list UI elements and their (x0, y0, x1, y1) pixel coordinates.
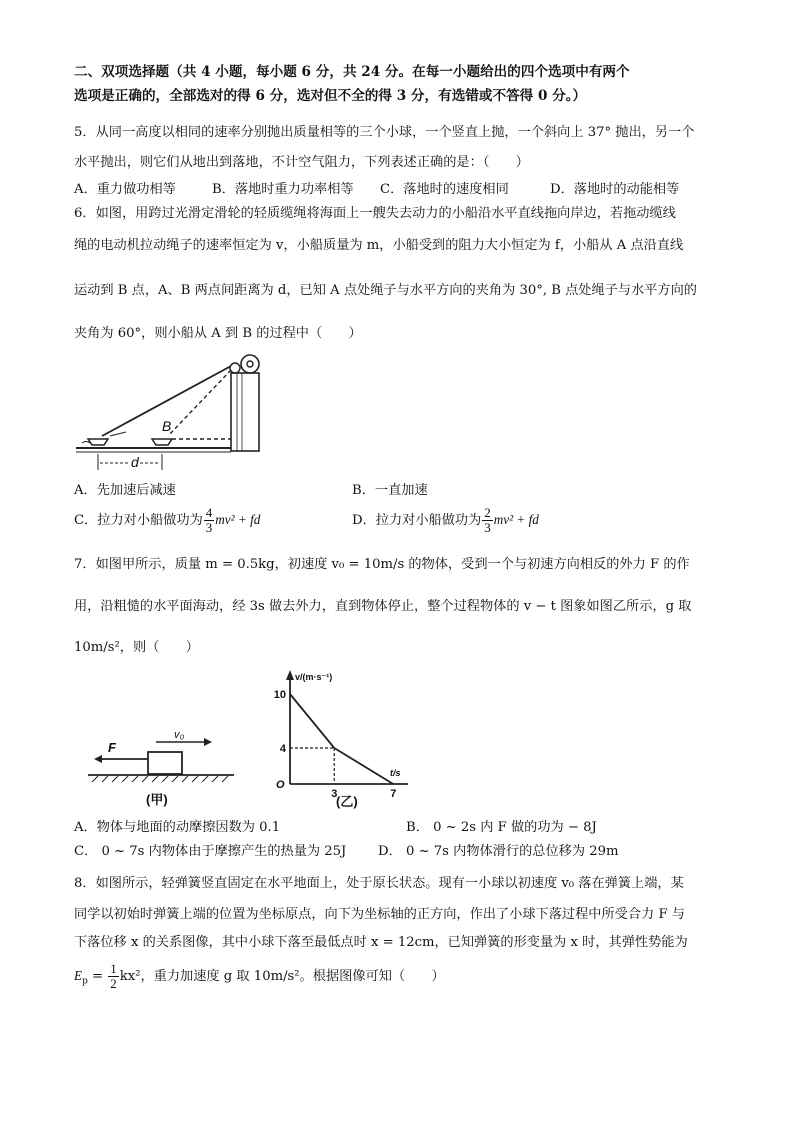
shore-tower (231, 373, 259, 451)
vt-xtick-7: 7 (390, 788, 397, 800)
q8-stem-line4 (74, 962, 445, 992)
q8-ep-fraction: $\frac{1}{2}$ (110, 961, 117, 991)
q7-option-a: A．物体与地面的动摩擦因数为 0.1 (74, 820, 281, 835)
q6-option-a: A．先加速后减速 (74, 483, 176, 498)
q6-option-d-tail: mv² + fd (493, 512, 539, 527)
q7-option-d: D． 0 ~ 7s 内物体滑行的总位移为 29m (378, 844, 619, 859)
q6-option-c-tail: mv² + fd (215, 512, 261, 527)
q5-option-a: A．重力做功相等 (74, 182, 176, 197)
q6-boat-pulley-figure (74, 348, 284, 473)
label-b: B (162, 418, 172, 434)
q7-option-c: C． 0 ~ 7s 内物体由于摩擦产生的热量为 25J (74, 844, 347, 859)
vt-y-label: v/(m·s⁻¹) (295, 672, 333, 682)
q8-line4-tail: kx²，重力加速度 g 取 10m/s²。根据图像可知（ ） (119, 969, 445, 984)
jia-F-label: F (108, 740, 116, 755)
q6-option-c (74, 506, 260, 535)
q6-option-b: B．一直加速 (352, 483, 428, 498)
q8-stem-line1: 8．如图所示，轻弹簧竖直固定在水平地面上，处于原长状态。现有一小球以初速度 v₀ 落在弹簧上端，某 (74, 876, 684, 891)
boat-b (152, 439, 172, 445)
q8-ep-symbol: E (74, 968, 83, 983)
q5-stem-line2: 水平抛出，则它们从地出到落地，不计空气阻力，下列表述正确的是：（ ） (74, 155, 529, 170)
vt-x-label: t/s (390, 768, 401, 778)
section-title-line2: 选项是正确的，全部选对的得 6 分，选对但不全的得 3 分，有选错或不答得 0 分。） (74, 88, 587, 104)
q6-option-c-prefix: C．拉力对小船做功为 (74, 513, 203, 528)
section-title-line1: 二、双项选择题（共 4 小题，每小题 6 分，共 24 分。在每一小题给出的四个选项中有两个 (74, 64, 630, 80)
boat-a (88, 439, 108, 445)
q5-option-c: C．落地时的速度相同 (380, 182, 509, 197)
q6-option-d (352, 506, 539, 535)
q6-stem-line2: 绳的电动机拉动绳子的速率恒定为 v，小船质量为 m，小船受到的阻力大小恒定为 f，小船从 A 点沿直线 (74, 238, 684, 253)
q5-option-b: B．落地时重力功率相等 (212, 182, 354, 197)
q7-stem-line3: 10m/s²，则（ ） (74, 640, 199, 655)
q7-figure-jia (86, 726, 236, 810)
q7-stem-line1: 7．如图甲所示，质量 m = 0.5kg，初速度 v₀ = 10m/s 的物体，受到一个与初速方向相反的外力 F 的作 (74, 557, 690, 572)
jia-caption: (甲) (146, 792, 168, 807)
vt-ytick-4: 4 (279, 743, 286, 755)
q6-stem-line1: 6．如图，用跨过光滑定滑轮的轻质缆绳将海面上一艘失去动力的小船沿水平直线拖向岸边，若拖动缆线 (74, 206, 676, 221)
q5-stem-line1: 5．从同一高度以相同的速率分别抛出质量相等的三个小球，一个竖直上抛，一个斜向上 37° 抛出，另一个 (74, 125, 695, 140)
q8-stem-line2: 同学以初始时弹簧上端的位置为坐标原点，向下为坐标轴的正方向，作出了小球下落过程中所受合力 F 与 (74, 907, 685, 922)
vt-ytick-10: 10 (273, 689, 286, 701)
q5-option-d: D．落地时的动能相等 (550, 182, 680, 197)
jia-block (148, 752, 182, 774)
vt-segment-1 (334, 748, 393, 784)
q7-vt-chart (268, 668, 416, 812)
rope-to-b (168, 370, 231, 436)
q8-ep-sub: p (82, 976, 88, 987)
q6-option-d-prefix: D．拉力对小船做功为 (352, 513, 482, 528)
q8-ep-eq: = (87, 969, 108, 984)
yi-caption: (乙) (336, 794, 358, 809)
jia-v0-label: v₀ (174, 729, 185, 741)
pulley-wheel (241, 355, 259, 373)
q7-stem-line2: 用，沿粗慥的水平面海动，经 3s 做去外力，直到物体停止，整个过程物体的 v − t 图象如图乙所示，g 取 (74, 599, 692, 614)
q6-stem-line3: 运动到 B 点，A、B 两点间距离为 d，已知 A 点处绳子与水平方向的夹角为 30°, B 点处绳子与水平方向的 (74, 283, 697, 298)
small-pulley (230, 363, 240, 373)
q6-option-d-fraction: $\frac{2}{3}$ (484, 505, 491, 535)
vt-xtick-3: 3 (331, 788, 338, 800)
label-d: d (131, 454, 139, 470)
vt-origin: O (276, 779, 285, 791)
q6-option-c-fraction: $\frac{4}{3}$ (205, 505, 213, 535)
q6-stem-line4: 夹角为 60°，则小船从 A 到 B 的过程中（ ） (74, 326, 362, 341)
vt-segment-0 (290, 694, 334, 748)
q8-stem-line3: 下落位移 x 的关系图像，其中小球下落至最低点时 x = 12cm，已知弹簧的形变量为 x 时，其弹性势能为 (74, 935, 688, 950)
q7-option-b: B． 0 ~ 2s 内 F 做的功为 − 8J (406, 820, 597, 835)
